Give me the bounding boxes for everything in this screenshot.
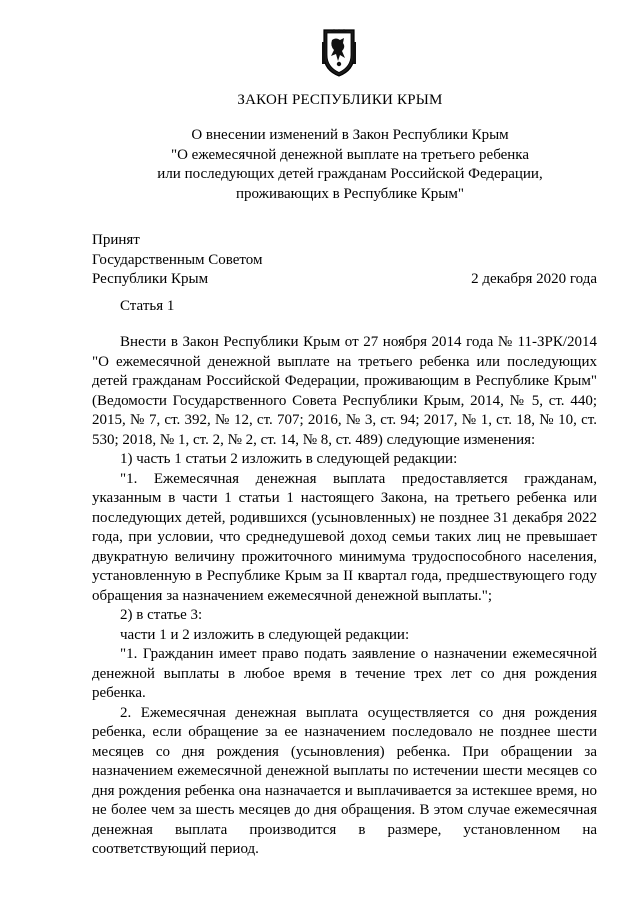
subtitle-line: или последующих детей гражданам Российской Федерации, [157, 166, 543, 182]
article-body [92, 333, 597, 860]
article-heading: Статья 1 [120, 298, 175, 314]
subtitle-line: О внесении изменений в Закон Республики Крым [191, 127, 509, 143]
law-title: ЗАКОН РЕСПУБЛИКИ КРЫМ [237, 92, 443, 108]
article-paragraph: части 1 и 2 изложить в следующей редакции: [120, 626, 410, 643]
law-subtitle [0, 126, 640, 204]
crimea-coat-of-arms-icon [318, 28, 360, 78]
adoption-line: Принят [92, 232, 140, 248]
subtitle-line: проживающих в Республике Крым" [236, 185, 464, 202]
article-paragraph: 2) в статье 3: [120, 607, 203, 623]
article-paragraph: 1) часть 1 статьи 2 изложить в следующей редакции: [120, 451, 458, 467]
article-paragraph: "1. Ежемесячная денежная выплата предоставляется гражданам, указанным в части 1 статьи 1 настоящего Закона, на третьего ребенка или последующих детей, родившихся (усыновленных) не позднее 31 декабря 2022 года, при условии, что среднедушевой доход семьи таких лиц не превышает двукратную величину прожиточного минимума трудоспособного населения, установленную в Республике Крым за II квартал года, предшествующего году обращения за назначением ежемесячной денежной выплаты."; [92, 470, 597, 604]
article-paragraph: 2. Ежемесячная денежная выплата осуществляется со дня рождения ребенка, если обращение за ее назначением последовало не позднее шести месяцев со дня рождения (усыновления) ребенка. При обращении за назначением ежемесячной денежной выплаты по истечении шести месяцев со дня рождения ребенка она назначается и выплачивается за истекшее время, но не более чем за шесть месяцев до дня обращения. В этом случае ежемесячная денежная выплата производится в размере, установленном на соответствующий период. [92, 704, 597, 857]
article-paragraph: Внести в Закон Республики Крым от 27 ноября 2014 года № 11-ЗРК/2014 "О ежемесячной денежной выплате на третьего ребенка или последующих детей гражданам Российской Федерации, проживающим в Республике Крым" (Ведомости Государственного Совета Республики Крым, 2014, № 5, ст. 440; 2015, № 7, ст. 392, № 12, ст. 707; 2016, № 3, ст. 94; 2017, № 1, ст. 18, № 10, ст. 530; 2018, № 1, ст. 2, № 2, ст. 14, № 8, ст. 489) следующие изменения: [92, 334, 597, 448]
article-paragraph: "1. Гражданин имеет право подать заявление о назначении ежемесячной денежной выплаты в любое время в течение трех лет со дня рождения ребенка. [92, 646, 597, 701]
adoption-date: 2 декабря 2020 года [471, 271, 597, 287]
adoption-line: Государственным Советом [92, 251, 263, 268]
subtitle-line: "О ежемесячной денежной выплате на третьего ребенка [170, 146, 530, 163]
adoption-block [92, 231, 597, 290]
adoption-line: Республики Крым [92, 271, 209, 287]
